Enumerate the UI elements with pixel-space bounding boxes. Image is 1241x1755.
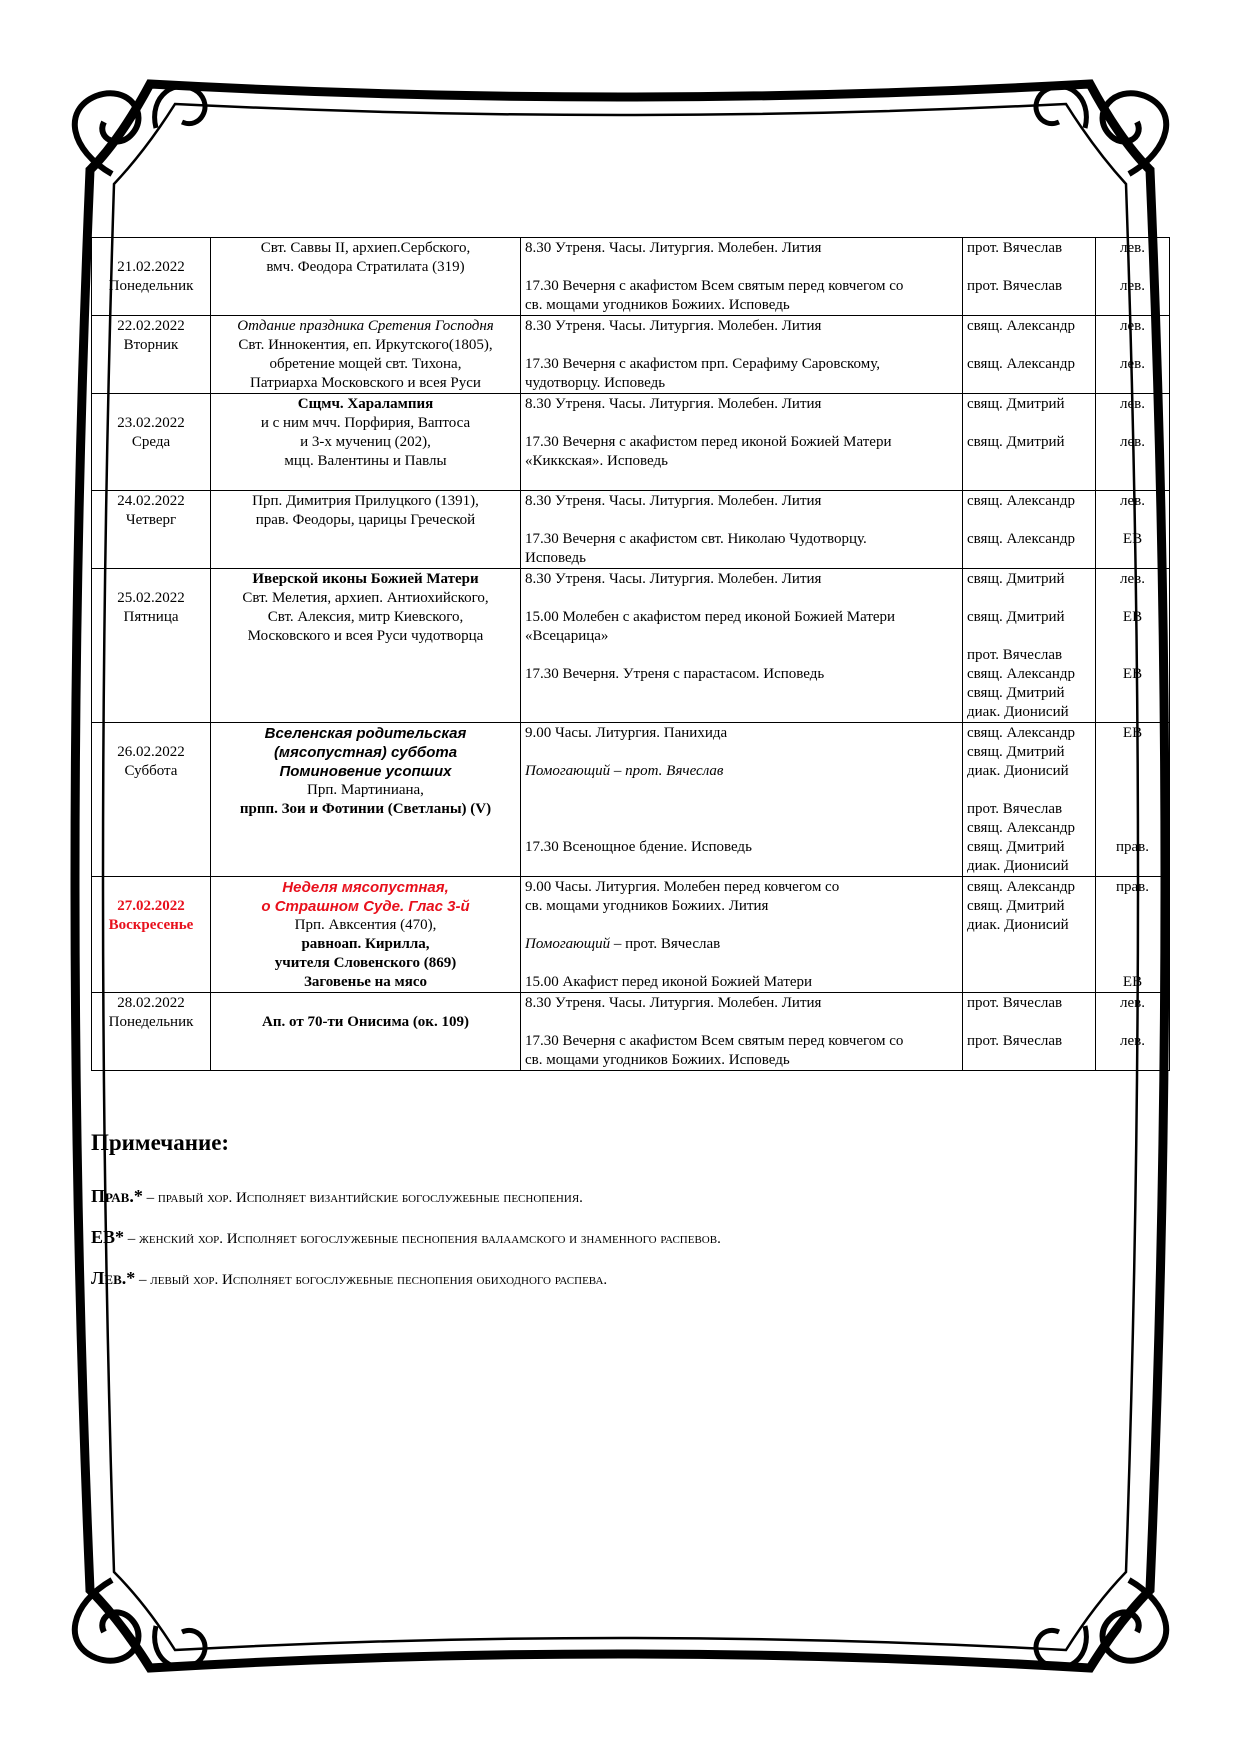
commemoration-line: Свт. Иннокентия, еп. Иркутского(1805), [238,337,493,353]
date-text: 21.02.2022 [117,259,185,275]
clergy-cell [963,993,1096,1071]
clergy-name: диак. Дионисий [967,917,1069,933]
commemoration-line: Свт. Саввы II, архиеп.Сербского, [260,240,471,256]
commemoration-cell [211,491,521,569]
schedule-row [92,723,1170,877]
date-cell [92,238,211,316]
choir-label: лев. [1120,571,1145,587]
commemoration-line: мцц. Валентины и Павлы [284,453,447,469]
schedule-row [92,877,1170,993]
clergy-name [967,589,1091,608]
choir-label [1100,743,1165,762]
choir-cell [1096,238,1170,316]
weekday-text: Понедельник [108,1014,194,1030]
weekday-text: Вторник [123,337,179,353]
clergy-name: свящ. Дмитрий [967,744,1065,760]
clergy-name: свящ. Дмитрий [967,609,1065,625]
commemoration-line: (мясопустная) суббота [273,744,458,761]
clergy-name: свящ. Дмитрий [967,571,1065,587]
service-line [525,239,958,258]
service-line [525,317,958,336]
service-line [525,277,958,296]
date-text: 23.02.2022 [117,415,185,431]
clergy-cell [963,394,1096,491]
clergy-name: свящ. Дмитрий [967,685,1065,701]
clergy-name: прот. Вячеслав [967,1033,1063,1049]
clergy-name: свящ. Дмитрий [967,434,1065,450]
commemoration-line: Прп. Димитрия Прилуцкого (1391), [252,493,479,509]
service-line [525,916,958,935]
choir-cell [1096,993,1170,1071]
commemoration-line: учителя Словенского (869) [274,955,457,971]
services-cell [521,877,963,993]
service-line [525,452,958,471]
commemoration-line: обретение мощей свт. Тихона, [269,356,462,372]
clergy-name: свящ. Александр [967,493,1076,509]
service-text: 8.30 Утреня. Часы. Литургия. Молебен. Лития [525,318,822,334]
choir-label [1100,258,1165,277]
service-line [525,935,958,954]
note-key: ЕВ* [91,1227,125,1247]
clergy-cell [963,316,1096,394]
commemoration-cell [211,569,521,723]
services-cell [521,238,963,316]
service-text: 17.30 Вечерня с акафистом перед иконой Божией Матери [525,434,892,450]
commemoration-line: Московского и всея Руси чудотворца [247,628,484,644]
choir-label: ЕВ [1122,531,1143,547]
choir-label: лев. [1120,995,1145,1011]
clergy-name: прот. Вячеслав [967,647,1063,663]
service-text: 17.30 Вечерня с акафистом прп. Серафиму Саровскому, [525,356,881,372]
choir-label [1100,511,1165,530]
spacer-line [96,878,206,897]
clergy-name: диак. Дионисий [967,704,1069,720]
service-line [525,511,958,530]
clergy-name: прот. Вячеслав [967,240,1063,256]
services-cell [521,316,963,394]
service-text: 17.30 Вечерня с акафистом Всем святым перед ковчегом со [525,278,904,294]
choir-label [1100,935,1165,954]
service-text: 15.00 Молебен с акафистом перед иконой Божией Матери [525,609,896,625]
weekday-text: Пятница [123,609,179,625]
service-line [525,973,958,992]
date-cell [92,569,211,723]
commemoration-line: Вселенская родительская [264,725,467,742]
commemoration-line: Прп. Авксентия (470), [294,917,437,933]
service-line [525,627,958,646]
commemoration-line: о Страшном Суде. Глас 3-й [261,898,470,915]
date-text: 22.02.2022 [117,318,185,334]
service-line [525,570,958,589]
service-text: 8.30 Утреня. Часы. Литургия. Молебен. Лития [525,396,822,412]
date-cell [92,877,211,993]
commemoration-line: Иверской иконы Божией Матери [252,571,479,587]
schedule-row [92,316,1170,394]
service-line [525,897,958,916]
note-text: – левый хор. Исполняет богослужебные песнопения обиходного распева. [135,1272,608,1288]
commemoration-line: Прп. Мартиниана, [307,782,424,798]
choir-cell [1096,316,1170,394]
choir-label [1100,897,1165,916]
date-cell [92,993,211,1071]
schedule-row [92,394,1170,491]
schedule-body [92,238,1170,1071]
choir-cell [1096,394,1170,491]
service-line [525,684,958,703]
service-text: 15.00 Акафист перед иконой Божией Матери [525,974,813,990]
service-line [525,743,958,762]
clergy-name: прот. Вячеслав [967,278,1063,294]
service-text: чудотворцу. Исповедь [525,375,666,391]
date-text: 26.02.2022 [117,744,185,760]
service-line [525,838,958,857]
service-text: 9.00 Часы. Литургия. Молебен перед ковчегом со [525,879,840,895]
service-line [525,433,958,452]
service-line [525,414,958,433]
clergy-name [967,511,1091,530]
date-cell [92,723,211,877]
service-line [525,665,958,684]
commemoration-line: Ап. от 70-ти Онисима (ок. 109) [262,1014,469,1030]
clergy-name: прот. Вячеслав [967,801,1063,817]
spacer-line [96,570,206,589]
choir-cell [1096,723,1170,877]
clergy-cell [963,723,1096,877]
choir-label [1100,819,1165,838]
service-line [525,374,958,393]
service-line [525,549,958,568]
service-line [525,800,958,819]
commemoration-cell [211,993,521,1071]
choir-label [1100,1013,1165,1032]
choir-cell [1096,569,1170,723]
service-line [525,530,958,549]
service-line [525,589,958,608]
spacer-line [96,395,206,414]
choir-label: лев. [1120,434,1145,450]
commemoration-cell [211,394,521,491]
service-text: 8.30 Утреня. Часы. Литургия. Молебен. Лития [525,571,822,587]
commemoration-line: Сщмч. Харалампия [297,396,434,412]
note-prav [91,1186,1171,1207]
service-line [525,258,958,277]
commemoration-cell [211,238,521,316]
clergy-name: свящ. Александр [967,531,1076,547]
clergy-name: свящ. Александр [967,879,1076,895]
service-text: 8.30 Утреня. Часы. Литургия. Молебен. Лития [525,995,822,1011]
clergy-name [967,781,1091,800]
service-line [525,878,958,897]
commemoration-line: и с ним мчч. Порфирия, Ваптоса [260,415,471,431]
note-lev [91,1268,1171,1289]
note-text: – женский хор. Исполняет богослужебные песнопения валаамского и знаменного распевов. [124,1231,721,1247]
weekday-text: Суббота [124,763,178,779]
note-key: Лев.* [91,1268,136,1288]
clergy-name [967,414,1091,433]
service-text: 8.30 Утреня. Часы. Литургия. Молебен. Лития [525,493,822,509]
service-text: 17.30 Вечерня. Утреня с парастасом. Исповедь [525,666,825,682]
service-line [525,762,958,781]
service-text: Помогающий [525,936,611,952]
choir-label: лев. [1120,318,1145,334]
clergy-name: свящ. Дмитрий [967,839,1065,855]
service-line [525,954,958,973]
commemoration-line: вмч. Феодора Стратилата (319) [266,259,465,275]
service-text: св. мощами угодников Божиих. Исповедь [525,1052,790,1068]
weekday-text: Четверг [125,512,177,528]
note-text: – правый хор. Исполняет византийские богослужебные песнопения. [142,1190,583,1206]
clergy-name [967,258,1091,277]
clergy-name: свящ. Александр [967,666,1076,682]
service-text: св. мощами угодников Божиих. Лития [525,898,769,914]
choir-cell [1096,877,1170,993]
commemoration-line [215,994,516,1013]
services-cell [521,993,963,1071]
clergy-name: свящ. Дмитрий [967,898,1065,914]
service-text: 8.30 Утреня. Часы. Литургия. Молебен. Лития [525,240,822,256]
choir-label: лев. [1120,278,1145,294]
date-cell [92,491,211,569]
choir-label [1100,336,1165,355]
service-line [525,395,958,414]
choir-label [1100,414,1165,433]
service-line [525,336,958,355]
notes-section [91,1130,1171,1309]
commemoration-line: Патриарха Московского и всея Руси [250,375,481,391]
choir-label: прав. [1115,839,1150,855]
clergy-name: прот. Вячеслав [967,995,1063,1011]
commemoration-cell [211,723,521,877]
clergy-cell [963,238,1096,316]
commemoration-line: Поминовение усопших [279,763,452,780]
service-schedule-table [91,237,1170,1071]
choir-label: лев. [1120,493,1145,509]
choir-label: лев. [1120,356,1145,372]
service-line [525,492,958,511]
commemoration-line: и 3-х мучениц (202), [300,434,431,450]
choir-label: лев. [1120,240,1145,256]
services-cell [521,723,963,877]
choir-label: ЕВ [1122,666,1143,682]
date-text: 27.02.2022 [117,898,185,914]
service-text: 17.30 Вечерня с акафистом свт. Николаю Чудотворцу. [525,531,867,547]
date-cell [92,316,211,394]
service-line [525,471,958,490]
clergy-cell [963,491,1096,569]
clergy-name: свящ. Александр [967,318,1076,334]
commemoration-line: прав. Феодоры, царицы Греческой [255,512,476,528]
choir-label [1100,589,1165,608]
commemoration-line: Свт. Алексия, митр Киевского, [267,609,464,625]
service-text-suffix: – прот. Вячеслав [610,936,721,952]
service-line [525,296,958,315]
weekday-text: Понедельник [108,278,194,294]
choir-label: ЕВ [1122,974,1143,990]
service-line [525,646,958,665]
clergy-cell [963,569,1096,723]
service-text: 17.30 Всенощное бдение. Исповедь [525,839,752,855]
choir-label [1100,800,1165,819]
choir-cell [1096,491,1170,569]
clergy-name [967,1013,1091,1032]
choir-label [1100,627,1165,646]
schedule-row [92,569,1170,723]
date-cell [92,394,211,491]
choir-label [1100,781,1165,800]
service-line [525,781,958,800]
service-line [525,724,958,743]
spacer-line [96,239,206,258]
clergy-name: свящ. Александр [967,725,1076,741]
clergy-name: свящ. Александр [967,820,1076,836]
spacer-line [96,724,206,743]
service-line [525,1013,958,1032]
service-text: «Киккская». Исповедь [525,453,668,469]
clergy-name: диак. Дионисий [967,763,1069,779]
services-cell [521,394,963,491]
service-line [525,1051,958,1070]
choir-label: прав. [1115,879,1150,895]
commemoration-line: Отдание праздника Сретения Господня [237,318,494,334]
service-line [525,819,958,838]
commemoration-cell [211,877,521,993]
choir-label [1100,762,1165,781]
choir-label: лев. [1120,396,1145,412]
services-cell [521,569,963,723]
choir-label: ЕВ [1122,609,1143,625]
service-line [525,1032,958,1051]
choir-label: лев. [1120,1033,1145,1049]
clergy-name [967,627,1091,646]
commemoration-cell [211,316,521,394]
clergy-cell [963,877,1096,993]
weekday-text: Среда [131,434,171,450]
clergy-name: свящ. Александр [967,356,1076,372]
commemoration-line: прпп. Зои и Фотинии (Светланы) (V) [239,801,492,817]
clergy-name: диак. Дионисий [967,858,1069,874]
service-line [525,608,958,627]
commemoration-line: равноап. Кирилла, [301,936,430,952]
commemoration-line: Неделя мясопустная, [282,879,449,896]
date-text: 28.02.2022 [117,995,185,1011]
service-text: 9.00 Часы. Литургия. Панихида [525,725,728,741]
notes-title: Примечание: [91,1130,230,1155]
date-text: 25.02.2022 [117,590,185,606]
service-text: 17.30 Вечерня с акафистом Всем святым перед ковчегом со [525,1033,904,1049]
date-text: 24.02.2022 [117,493,185,509]
schedule-row [92,491,1170,569]
note-key: Прав.* [91,1186,143,1206]
schedule-row [92,993,1170,1071]
commemoration-line: Свт. Мелетия, архиеп. Антиохийского, [242,590,489,606]
choir-label [1100,916,1165,935]
clergy-name: свящ. Дмитрий [967,396,1065,412]
commemoration-line: Заговенье на мясо [303,974,428,990]
schedule-row [92,238,1170,316]
service-text: «Всецарица» [525,628,609,644]
service-line [525,355,958,374]
service-text: Исповедь [525,550,586,566]
choir-label [1100,646,1165,665]
choir-label [1100,954,1165,973]
choir-label: ЕВ [1122,725,1143,741]
service-line [525,994,958,1013]
service-text: Помогающий – прот. Вячеслав [525,763,724,779]
service-text: св. мощами угодников Божиих. Исповедь [525,297,790,313]
services-cell [521,491,963,569]
note-ev [91,1227,1171,1248]
clergy-name [967,336,1091,355]
weekday-text: Воскресенье [108,917,194,933]
